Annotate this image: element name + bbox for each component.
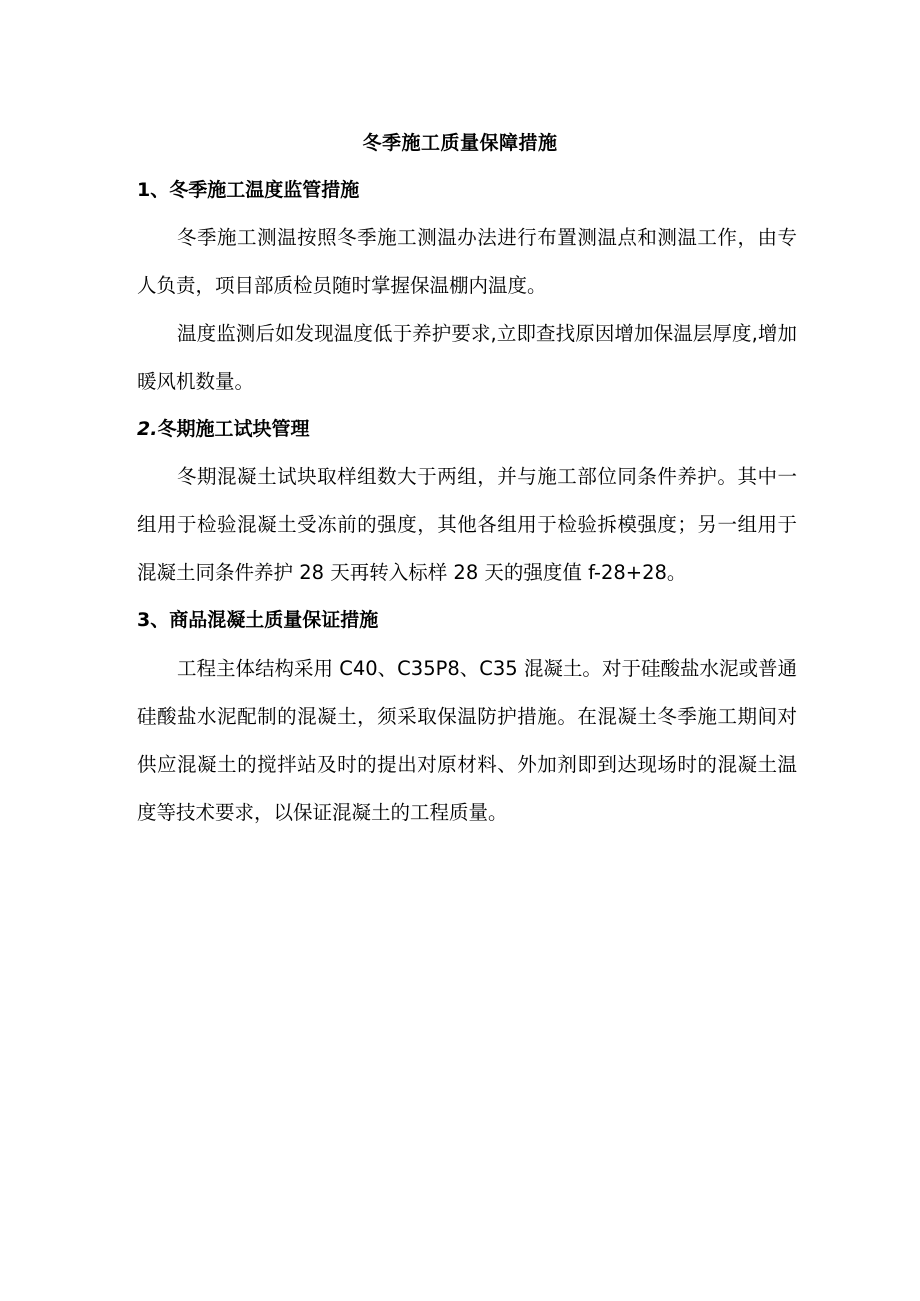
section-3-number: 3、 xyxy=(137,609,170,631)
section-1-paragraph-2: 温度监测后如发现温度低于养护要求,立即查找原因增加保温层厚度,增加暖风机数量。 xyxy=(137,322,797,393)
section-2-number: 2. xyxy=(137,418,158,440)
section-3-title: 商品混凝土质量保证措施 xyxy=(169,609,379,631)
section-1-title: 冬季施工温度监管措施 xyxy=(169,179,360,201)
section-3-heading xyxy=(137,606,378,634)
section-2-heading xyxy=(137,415,309,443)
section-2-paragraph-1: 冬期混凝土试块取样组数大于两组，并与施工部位同条件养护。其中一组用于检验混凝土受冻前的强度，其他各组用于检验拆模强度；另一组用于混凝土同条件养护 28 天再转入标样 28 天的强度值 f-28+28。 xyxy=(137,465,797,584)
section-1-heading xyxy=(137,176,359,204)
section-1-paragraph-1: 冬季施工测温按照冬季施工测温办法进行布置测温点和测温工作，由专人负责，项目部质检员随时掌握保温棚内温度。 xyxy=(137,226,797,297)
section-1-number: 1、 xyxy=(137,179,170,201)
section-3-paragraph-1: 工程主体结构采用 C40、C35P8、C35 混凝土。对于硅酸盐水泥或普通硅酸盐水泥配制的混凝土，须采取保温防护措施。在混凝土冬季施工期间对供应混凝土的搅拌站及时的提出对原材料、外加剂即到达现场时的混凝土温度等技术要求，以保证混凝土的工程质量。 xyxy=(137,657,797,824)
document-title: 冬季施工质量保障措施 xyxy=(362,132,558,154)
section-2-title: 冬期施工试块管理 xyxy=(157,418,310,440)
